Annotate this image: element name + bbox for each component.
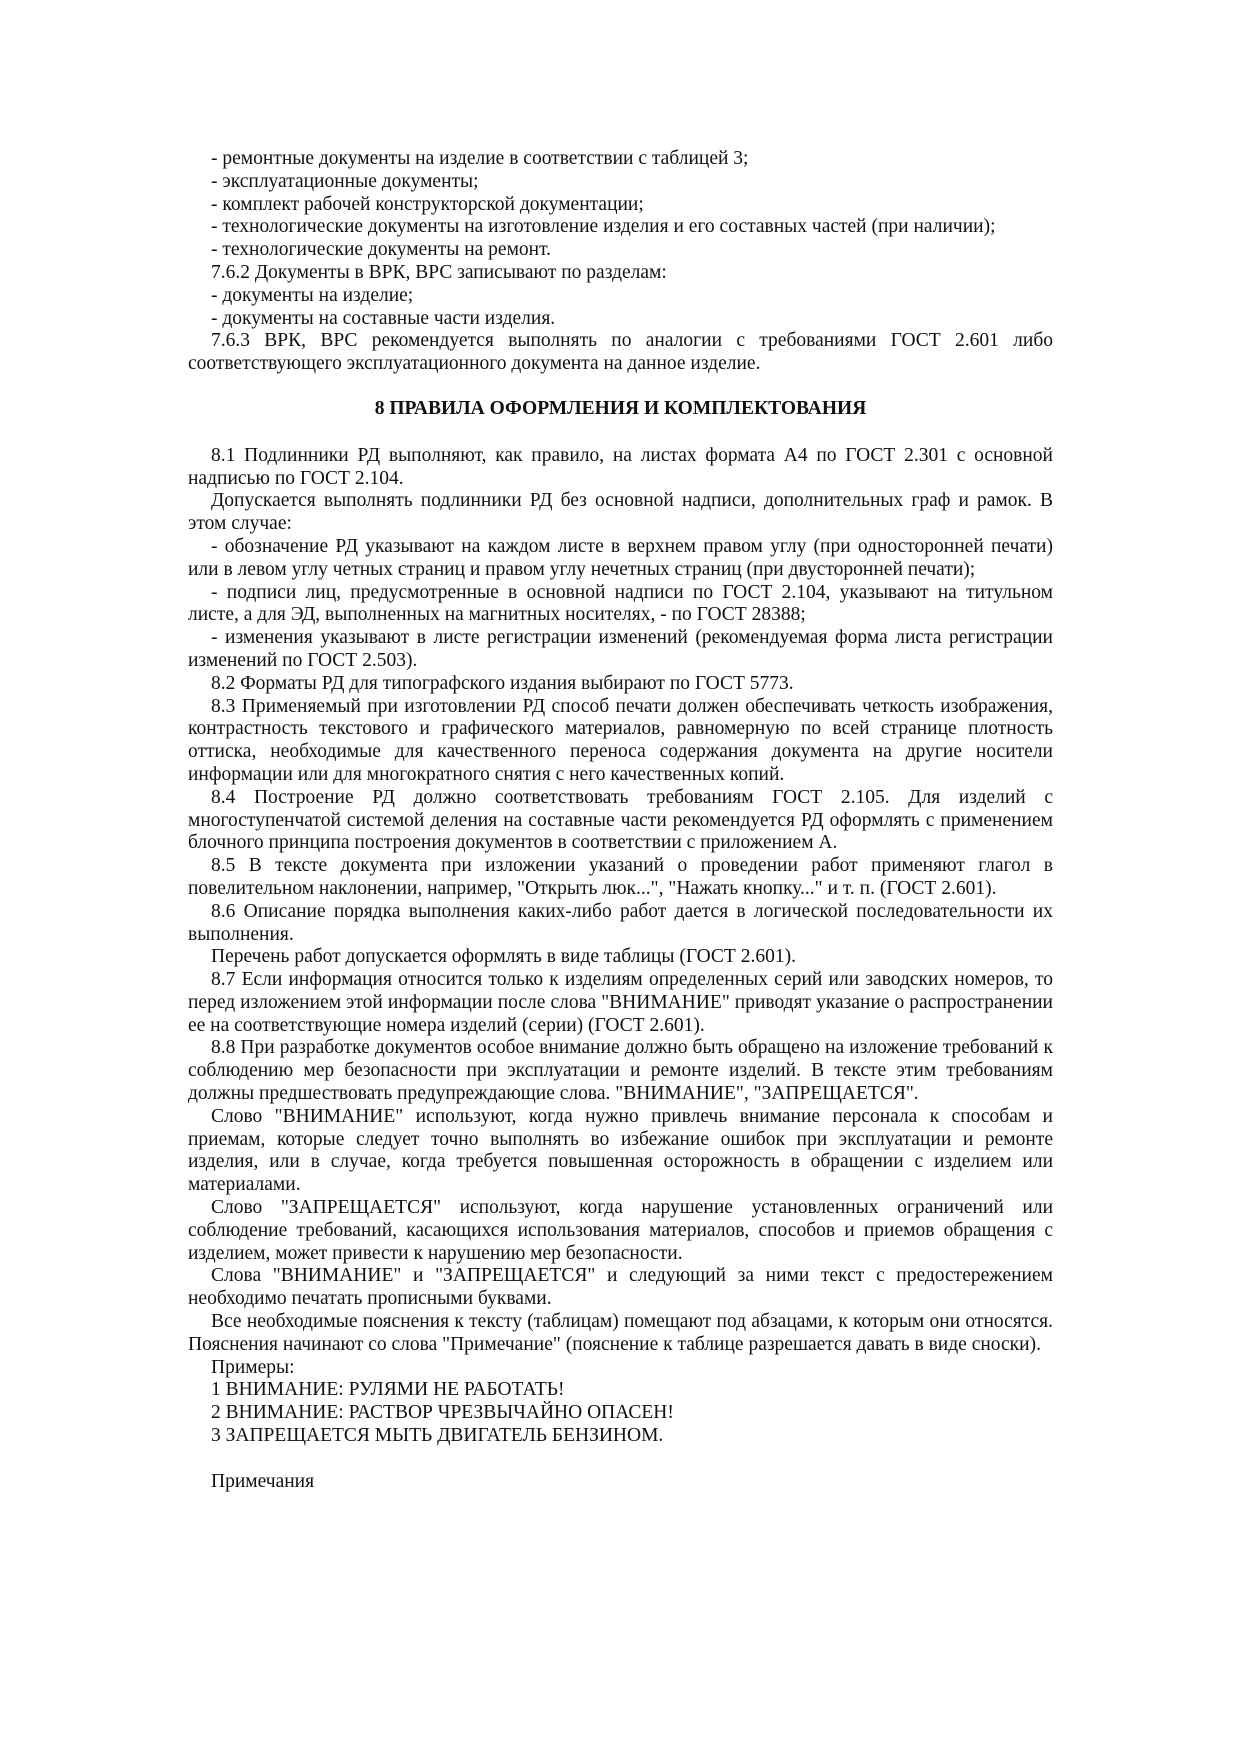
paragraph-8-6-table: Перечень работ допускается оформлять в виде таблицы (ГОСТ 2.601). <box>211 946 796 968</box>
paragraph-forbidden: Слово "ЗАПРЕЩАЕТСЯ" используют, когда нарушение установленных ограничений или соблюдение требований, касающихся использования материалов, способов и приемов обращения с изделием, может привести к нарушению мер безопасности. <box>188 1197 1053 1264</box>
notes-label: Примечания <box>211 1470 315 1492</box>
paragraph-8-2: 8.2 Форматы РД для типографского издания выбирают по ГОСТ 5773. <box>211 672 794 694</box>
paragraph-8-8: 8.8 При разработке документов особое внимание должно быть обращено на изложение требований к соблюдению мер безопасности при эксплуатации и ремонте изделий. В тексте этим требованиям должны предшествовать предупреждающие слова. "ВНИМАНИЕ", "ЗАПРЕЩАЕТСЯ". <box>188 1037 1053 1105</box>
paragraph-7-6-2: 7.6.2 Документы в ВРК, ВРС записывают по разделам: <box>211 261 667 283</box>
examples-label: Примеры: <box>211 1356 295 1378</box>
paragraph-notes-rule: Все необходимые пояснения к тексту (таблицам) помещают под абзацами, к которым они относятся. Пояснения начинают со слова "Примечание" (пояснение к таблице разрешается давать в виде сноски). <box>188 1311 1053 1355</box>
list-item: - технологические документы на ремонт. <box>211 239 552 261</box>
list-item: - комплект рабочей конструкторской документации; <box>211 193 644 215</box>
list-item: - подписи лиц, предусмотренные в основной надписи по ГОСТ 2.104, указывают на титульном листе, а для ЭД, выполненных на магнитных носителях, - по ГОСТ 28388; <box>188 581 1053 626</box>
list-item: - обозначение РД указывают на каждом листе в верхнем правом углу (при односторонней печати) или в левом углу четных страниц и правом углу нечетных страниц (при двусторонней печати); <box>188 535 1053 580</box>
spacer <box>188 1448 1053 1471</box>
paragraph-attention: Слово "ВНИМАНИЕ" используют, когда нужно привлечь внимание персонала к способам и приемам, которые следует точно выполнять во избежание ошибок при эксплуатации и ремонте изделия, или в случае, когда требуется повышенная осторожность в обращении с изделием или материалами. <box>188 1105 1053 1196</box>
list-item: - технологические документы на изготовление изделия и его составных частей (при наличии); <box>211 216 996 238</box>
paragraph-8-3: 8.3 Применяемый при изготовлении РД способ печати должен обеспечивать четкость изображения, контрастность текстового и графического материалов, равномерную по всей странице плотность оттиска, необходимые для качественного переноса содержания документа на другие носители информации или для многократного снятия с него качественных копий. <box>188 695 1053 785</box>
paragraph-8-1-allowed: Допускается выполнять подлинники РД без основной надписи, дополнительных граф и рамок. В этом случае: <box>188 490 1053 535</box>
list-item: - ремонтные документы на изделие в соответствии с таблицей 3; <box>211 148 749 169</box>
paragraph-8-7: 8.7 Если информация относится только к изделиям определенных серий или заводских номеров, то перед изложением этой информации после слова "ВНИМАНИЕ" приводят указание о распространении ее на соответствующие номера изделий (серии) (ГОСТ 2.601). <box>188 969 1053 1036</box>
paragraph-8-6: 8.6 Описание порядка выполнения каких-либо работ дается в логической последовательности их выполнения. <box>188 900 1053 945</box>
paragraph-7-6-3: 7.6.3 ВРК, ВРС рекомендуется выполнять по аналогии с требованиями ГОСТ 2.601 либо соответствующего эксплуатационного документа на данное изделие. <box>188 330 1053 375</box>
section-heading: 8 ПРАВИЛА ОФОРМЛЕНИЯ И КОМПЛЕКТОВАНИЯ <box>374 397 867 419</box>
paragraph-8-5: 8.5 В тексте документа при изложении указаний о проведении работ применяют глагол в повелительном наклонении, например, "Открыть люк...", "Нажать кнопку..." и т. п. (ГОСТ 2.601). <box>188 855 1053 899</box>
list-item: - документы на изделие; <box>211 284 414 306</box>
example-item: 3 ЗАПРЕЩАЕТСЯ МЫТЬ ДВИГАТЕЛЬ БЕНЗИНОМ. <box>211 1425 664 1447</box>
list-item: - документы на составные части изделия. <box>211 307 556 329</box>
paragraph-8-4: 8.4 Построение РД должно соответствовать требованиям ГОСТ 2.105. Для изделий с многоступенчатой системой деления на составные части рекомендуется РД оформлять с применением блочного принципа построения документов в соответствии с приложением А. <box>188 786 1053 854</box>
paragraph-caps: Слова "ВНИМАНИЕ" и "ЗАПРЕЩАЕТСЯ" и следующий за ними текст с предостережением необходимо печатать прописными буквами. <box>188 1265 1053 1310</box>
example-item: 1 ВНИМАНИЕ: РУЛЯМИ НЕ РАБОТАТЬ! <box>211 1379 565 1401</box>
list-item: - изменения указывают в листе регистрации изменений (рекомендуемая форма листа регистрации изменений по ГОСТ 2.503). <box>188 627 1053 671</box>
document-page <box>188 148 1053 1493</box>
paragraph-8-1: 8.1 Подлинники РД выполняют, как правило, на листах формата А4 по ГОСТ 2.301 с основной надписью по ГОСТ 2.104. <box>188 444 1053 489</box>
example-item: 2 ВНИМАНИЕ: РАСТВОР ЧРЕЗВЫЧАЙНО ОПАСЕН! <box>211 1402 674 1424</box>
list-item: - эксплуатационные документы; <box>211 170 479 192</box>
